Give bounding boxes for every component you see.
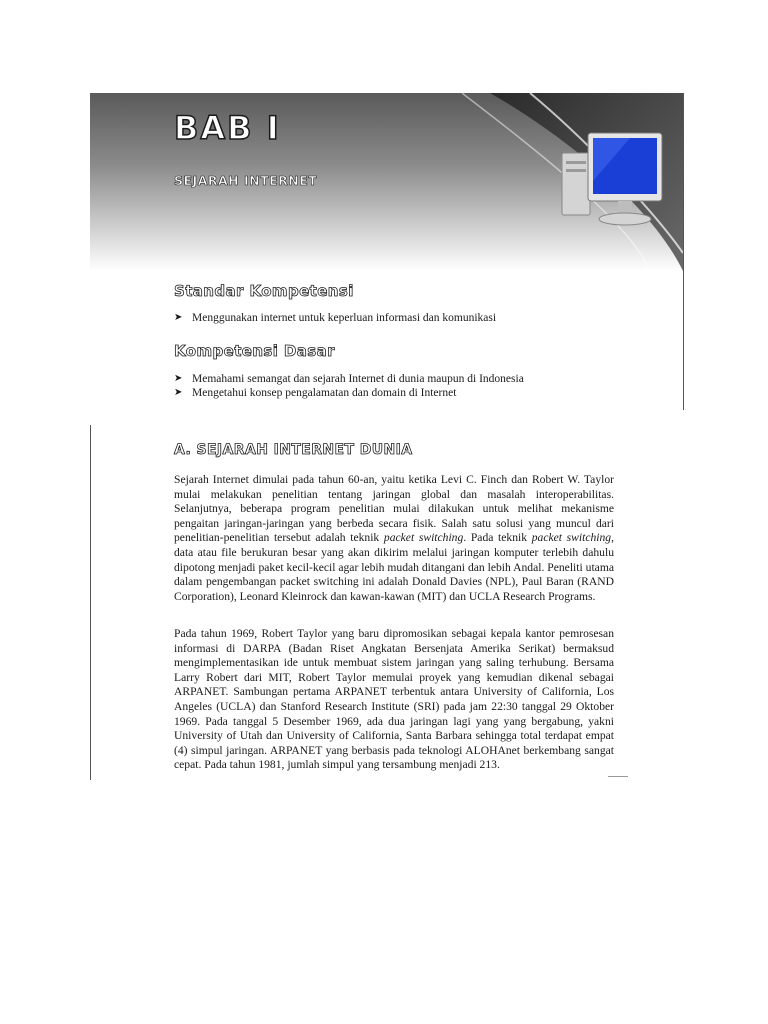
paragraph-2: Pada tahun 1969, Robert Taylor yang baru dipromosikan sebagai kepala kantor pemrosesan informasi di DARPA (Badan Riset Angkatan Bersenjata Amerika Serikat) bermaksud mengimplementasikan ide untuk membuat sistem jaringan yang saling terhubung. Bersama Larry Robert dari MIT, Robert Taylor memulai proyek yang kemudian dikenal sebagai ARPANET. Sambungan pertama ARPANET terbentuk antara University of California, Los Angeles (UCLA) dan Stanford Research Institute (SRI) pada jam 22:30 tanggal 29 Oktober 1969. Pada tanggal 5 Desember 1969, ada dua jaringan lagi yang yang bergabung, yakni University of Utah dan University of California, Santa Barbara sehingga total terdapat empat (4) simpul jaringan. ARPANET yang berbasis pada teknologi ALOHAnet berkembang sangat cepat. Pada tahun 1981, jumlah simpul yang tersambung menjadi 213. <box>174 627 614 772</box>
paragraph-1-text-b: . Pada teknik <box>463 531 532 545</box>
computer-monitor-icon <box>560 131 670 231</box>
paragraph-1 <box>174 473 614 604</box>
page-border-left <box>90 425 91 780</box>
list-item <box>174 372 524 386</box>
list-item <box>174 311 496 325</box>
standar-kompetensi-heading: Standar Kompetensi <box>174 282 354 300</box>
chapter-subtitle: SEJARAH INTERNET <box>174 173 318 188</box>
page-mark <box>608 776 628 777</box>
chapter-title: BAB I <box>174 109 281 147</box>
section-a-heading: A. SEJARAH INTERNET DUNIA <box>174 442 413 458</box>
list-item-text: Menggunakan internet untuk keperluan informasi dan komunikasi <box>192 312 497 324</box>
kompetensi-dasar-heading: Kompetensi Dasar <box>174 342 335 360</box>
list-item-text: Mengetahui konsep pengalamatan dan domain di Internet <box>192 387 457 399</box>
paragraph-1-emphasis-1: packet switching <box>383 531 464 545</box>
arrowhead-bullet-icon: ➤ <box>174 373 183 384</box>
paragraph-1-text-a: Sejarah Internet dimulai pada tahun 60-an, yaitu ketika Levi C. Finch dan Robert W. Taylor mulai melakukan penelitian tentang jaringan global dan masalah interoperabilitas. Selanjutnya, beberapa program penelitian mulai dilakukan untuk melihat mekanisme pengaitan jaringan-jaringan yang berbeda secara fisik. Salah satu solusi yang muncul dari penelitian-penelitian tersebut adalah teknik <box>174 473 614 545</box>
paragraph-1-text-c: , data atau file berukuran besar yang akan dikirim melalui jaringan komputer terlebih dahulu dipotong menjadi paket kecil-kecil agar lebih mudah ditangani dan lebih Andal. Peneliti utama dalam pengembangan packet switching ini adalah Donald Davies (NPL), Paul Baran (RAND Corporation), Leonard Kleinrock dan kawan-kawan (MIT) dan UCLA Research Programs. <box>174 531 614 603</box>
arrowhead-bullet-icon: ➤ <box>174 312 183 323</box>
list-item <box>174 386 524 400</box>
standar-kompetensi-list <box>174 311 496 325</box>
chapter-header-banner <box>90 93 683 271</box>
list-item-text: Memahami semangat dan sejarah Internet di dunia maupun di Indonesia <box>192 373 524 385</box>
paragraph-1-emphasis-2: packet switching <box>531 531 612 545</box>
arrowhead-bullet-icon: ➤ <box>174 387 183 398</box>
page-border-right <box>683 93 684 410</box>
kompetensi-dasar-list <box>174 372 524 400</box>
